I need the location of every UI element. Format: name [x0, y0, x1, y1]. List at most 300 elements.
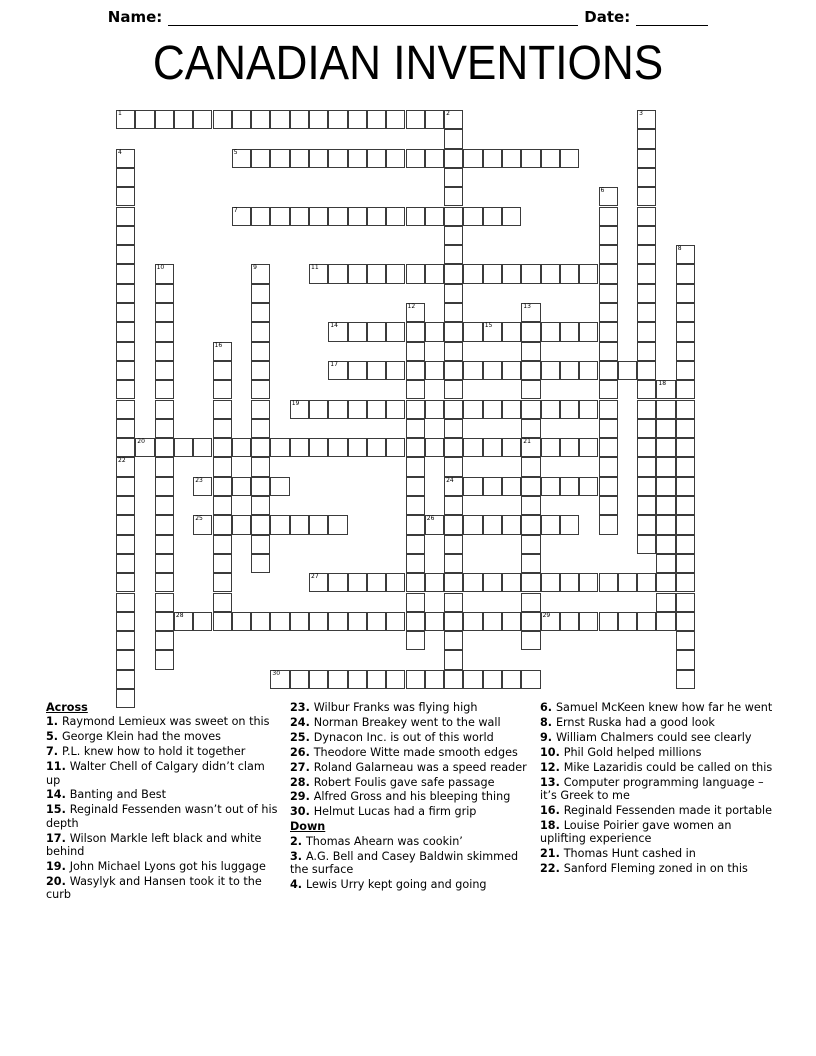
grid-cell[interactable] [444, 361, 463, 380]
grid-cell[interactable] [213, 573, 232, 592]
grid-cell[interactable] [251, 361, 270, 380]
grid-cell[interactable] [116, 593, 135, 612]
grid-cell[interactable] [232, 612, 251, 631]
grid-cell[interactable] [579, 361, 598, 380]
grid-cell[interactable] [116, 303, 135, 322]
grid-cell[interactable] [656, 457, 675, 476]
grid-cell[interactable] [406, 554, 425, 573]
grid-cell[interactable] [599, 342, 618, 361]
grid-cell[interactable] [367, 322, 386, 341]
grid-cell[interactable] [425, 612, 444, 631]
grid-cell[interactable] [251, 380, 270, 399]
grid-cell[interactable] [251, 612, 270, 631]
grid-cell[interactable] [386, 361, 405, 380]
grid-cell[interactable] [116, 554, 135, 573]
grid-cell[interactable] [502, 670, 521, 689]
grid-cell[interactable] [599, 419, 618, 438]
grid-cell[interactable] [348, 573, 367, 592]
grid-cell[interactable] [386, 612, 405, 631]
grid-cell[interactable] [309, 264, 328, 283]
grid-cell[interactable] [599, 187, 618, 206]
grid-cell[interactable] [483, 515, 502, 534]
grid-cell[interactable] [560, 361, 579, 380]
grid-cell[interactable] [637, 400, 656, 419]
grid-cell[interactable] [637, 168, 656, 187]
grid-cell[interactable] [463, 361, 482, 380]
grid-cell[interactable] [637, 515, 656, 534]
grid-cell[interactable] [213, 477, 232, 496]
grid-cell[interactable] [676, 650, 695, 669]
grid-cell[interactable] [116, 361, 135, 380]
grid-cell[interactable] [637, 149, 656, 168]
grid-cell[interactable] [676, 457, 695, 476]
grid-cell[interactable] [637, 129, 656, 148]
grid-cell[interactable] [309, 400, 328, 419]
grid-cell[interactable] [155, 322, 174, 341]
grid-cell[interactable] [155, 419, 174, 438]
grid-cell[interactable] [483, 573, 502, 592]
grid-cell[interactable] [579, 573, 598, 592]
grid-cell[interactable] [155, 457, 174, 476]
grid-cell[interactable] [637, 303, 656, 322]
grid-cell[interactable] [367, 149, 386, 168]
grid-cell[interactable] [444, 264, 463, 283]
grid-cell[interactable] [637, 457, 656, 476]
grid-cell[interactable] [328, 110, 347, 129]
grid-cell[interactable] [444, 477, 463, 496]
grid-cell[interactable] [483, 264, 502, 283]
grid-cell[interactable] [656, 554, 675, 573]
grid-cell[interactable] [599, 400, 618, 419]
grid-cell[interactable] [560, 438, 579, 457]
grid-cell[interactable] [386, 207, 405, 226]
grid-cell[interactable] [656, 380, 675, 399]
grid-cell[interactable] [155, 554, 174, 573]
grid-cell[interactable] [637, 226, 656, 245]
grid-cell[interactable] [637, 264, 656, 283]
grid-cell[interactable] [406, 400, 425, 419]
grid-cell[interactable] [676, 322, 695, 341]
grid-cell[interactable] [425, 670, 444, 689]
grid-cell[interactable] [425, 438, 444, 457]
grid-cell[interactable] [618, 361, 637, 380]
grid-cell[interactable] [116, 670, 135, 689]
grid-cell[interactable] [521, 361, 540, 380]
grid-cell[interactable] [618, 612, 637, 631]
grid-cell[interactable] [135, 110, 154, 129]
grid-cell[interactable] [290, 515, 309, 534]
grid-cell[interactable] [309, 612, 328, 631]
grid-cell[interactable] [541, 264, 560, 283]
grid-cell[interactable] [637, 187, 656, 206]
grid-cell[interactable] [463, 149, 482, 168]
grid-cell[interactable] [656, 438, 675, 457]
grid-cell[interactable] [637, 535, 656, 554]
grid-cell[interactable] [676, 419, 695, 438]
grid-cell[interactable] [251, 419, 270, 438]
grid-cell[interactable] [232, 438, 251, 457]
grid-cell[interactable] [676, 631, 695, 650]
grid-cell[interactable] [502, 573, 521, 592]
grid-cell[interactable] [270, 438, 289, 457]
grid-cell[interactable] [676, 554, 695, 573]
grid-cell[interactable] [560, 612, 579, 631]
grid-cell[interactable] [521, 457, 540, 476]
grid-cell[interactable] [637, 438, 656, 457]
grid-cell[interactable] [579, 264, 598, 283]
grid-cell[interactable] [425, 110, 444, 129]
grid-cell[interactable] [251, 438, 270, 457]
grid-cell[interactable] [406, 535, 425, 554]
grid-cell[interactable] [483, 322, 502, 341]
grid-cell[interactable] [541, 438, 560, 457]
grid-cell[interactable] [599, 226, 618, 245]
grid-cell[interactable] [348, 361, 367, 380]
grid-cell[interactable] [270, 612, 289, 631]
grid-cell[interactable] [155, 496, 174, 515]
grid-cell[interactable] [425, 573, 444, 592]
grid-cell[interactable] [676, 361, 695, 380]
grid-cell[interactable] [348, 612, 367, 631]
grid-cell[interactable] [251, 264, 270, 283]
grid-cell[interactable] [116, 496, 135, 515]
grid-cell[interactable] [656, 612, 675, 631]
grid-cell[interactable] [676, 496, 695, 515]
grid-cell[interactable] [155, 573, 174, 592]
grid-cell[interactable] [386, 110, 405, 129]
grid-cell[interactable] [637, 380, 656, 399]
grid-cell[interactable] [599, 361, 618, 380]
grid-cell[interactable] [541, 612, 560, 631]
grid-cell[interactable] [155, 593, 174, 612]
grid-cell[interactable] [116, 245, 135, 264]
grid-cell[interactable] [116, 168, 135, 187]
grid-cell[interactable] [502, 477, 521, 496]
grid-cell[interactable] [213, 400, 232, 419]
grid-cell[interactable] [483, 477, 502, 496]
grid-cell[interactable] [521, 438, 540, 457]
grid-cell[interactable] [328, 361, 347, 380]
grid-cell[interactable] [406, 477, 425, 496]
grid-cell[interactable] [541, 573, 560, 592]
grid-cell[interactable] [348, 149, 367, 168]
grid-cell[interactable] [155, 650, 174, 669]
grid-cell[interactable] [309, 515, 328, 534]
grid-cell[interactable] [193, 110, 212, 129]
grid-cell[interactable] [367, 110, 386, 129]
grid-cell[interactable] [521, 593, 540, 612]
grid-cell[interactable] [483, 400, 502, 419]
grid-cell[interactable] [444, 168, 463, 187]
grid-cell[interactable] [444, 187, 463, 206]
grid-cell[interactable] [155, 380, 174, 399]
grid-cell[interactable] [406, 149, 425, 168]
grid-cell[interactable] [367, 573, 386, 592]
grid-cell[interactable] [444, 457, 463, 476]
grid-cell[interactable] [444, 631, 463, 650]
grid-cell[interactable] [637, 342, 656, 361]
grid-cell[interactable] [599, 245, 618, 264]
grid-cell[interactable] [637, 496, 656, 515]
grid-cell[interactable] [328, 322, 347, 341]
grid-cell[interactable] [193, 515, 212, 534]
grid-cell[interactable] [676, 303, 695, 322]
grid-cell[interactable] [444, 535, 463, 554]
grid-cell[interactable] [406, 515, 425, 534]
grid-cell[interactable] [463, 477, 482, 496]
grid-cell[interactable] [444, 554, 463, 573]
grid-cell[interactable] [251, 322, 270, 341]
grid-cell[interactable] [367, 400, 386, 419]
grid-cell[interactable] [116, 612, 135, 631]
grid-cell[interactable] [155, 535, 174, 554]
grid-cell[interactable] [444, 670, 463, 689]
grid-cell[interactable] [521, 612, 540, 631]
grid-cell[interactable] [290, 110, 309, 129]
grid-cell[interactable] [676, 380, 695, 399]
grid-cell[interactable] [116, 515, 135, 534]
grid-cell[interactable] [290, 400, 309, 419]
grid-cell[interactable] [270, 670, 289, 689]
grid-cell[interactable] [116, 573, 135, 592]
grid-cell[interactable] [444, 226, 463, 245]
grid-cell[interactable] [116, 342, 135, 361]
grid-cell[interactable] [676, 612, 695, 631]
grid-cell[interactable] [406, 457, 425, 476]
grid-cell[interactable] [444, 245, 463, 264]
grid-cell[interactable] [116, 226, 135, 245]
grid-cell[interactable] [599, 438, 618, 457]
grid-cell[interactable] [463, 612, 482, 631]
grid-cell[interactable] [483, 361, 502, 380]
grid-cell[interactable] [463, 515, 482, 534]
grid-cell[interactable] [676, 284, 695, 303]
grid-cell[interactable] [444, 110, 463, 129]
grid-cell[interactable] [444, 573, 463, 592]
grid-cell[interactable] [155, 631, 174, 650]
grid-cell[interactable] [560, 322, 579, 341]
grid-cell[interactable] [232, 207, 251, 226]
grid-cell[interactable] [502, 207, 521, 226]
grid-cell[interactable] [155, 284, 174, 303]
grid-cell[interactable] [406, 419, 425, 438]
grid-cell[interactable] [213, 419, 232, 438]
grid-cell[interactable] [502, 400, 521, 419]
grid-cell[interactable] [290, 438, 309, 457]
grid-cell[interactable] [386, 322, 405, 341]
grid-cell[interactable] [290, 612, 309, 631]
grid-cell[interactable] [444, 650, 463, 669]
grid-cell[interactable] [656, 477, 675, 496]
grid-cell[interactable] [367, 207, 386, 226]
grid-cell[interactable] [676, 477, 695, 496]
grid-cell[interactable] [367, 670, 386, 689]
grid-cell[interactable] [406, 612, 425, 631]
grid-cell[interactable] [579, 322, 598, 341]
grid-cell[interactable] [444, 303, 463, 322]
grid-cell[interactable] [637, 245, 656, 264]
grid-cell[interactable] [155, 400, 174, 419]
grid-cell[interactable] [444, 438, 463, 457]
grid-cell[interactable] [444, 149, 463, 168]
grid-cell[interactable] [521, 419, 540, 438]
grid-cell[interactable] [270, 207, 289, 226]
grid-cell[interactable] [155, 264, 174, 283]
grid-cell[interactable] [425, 400, 444, 419]
grid-cell[interactable] [348, 322, 367, 341]
grid-cell[interactable] [521, 149, 540, 168]
grid-cell[interactable] [463, 573, 482, 592]
grid-cell[interactable] [502, 322, 521, 341]
grid-cell[interactable] [309, 110, 328, 129]
grid-cell[interactable] [521, 535, 540, 554]
grid-cell[interactable] [656, 419, 675, 438]
grid-cell[interactable] [560, 400, 579, 419]
grid-cell[interactable] [521, 477, 540, 496]
grid-cell[interactable] [193, 438, 212, 457]
grid-cell[interactable] [406, 631, 425, 650]
grid-cell[interactable] [599, 457, 618, 476]
grid-cell[interactable] [116, 457, 135, 476]
grid-cell[interactable] [425, 149, 444, 168]
grid-cell[interactable] [251, 515, 270, 534]
grid-cell[interactable] [676, 400, 695, 419]
grid-cell[interactable] [463, 400, 482, 419]
grid-cell[interactable] [116, 207, 135, 226]
grid-cell[interactable] [521, 670, 540, 689]
grid-cell[interactable] [579, 438, 598, 457]
grid-cell[interactable] [251, 477, 270, 496]
grid-cell[interactable] [637, 110, 656, 129]
grid-cell[interactable] [599, 303, 618, 322]
grid-cell[interactable] [656, 593, 675, 612]
grid-cell[interactable] [213, 457, 232, 476]
grid-cell[interactable] [406, 438, 425, 457]
grid-cell[interactable] [116, 438, 135, 457]
grid-cell[interactable] [328, 207, 347, 226]
grid-cell[interactable] [309, 670, 328, 689]
grid-cell[interactable] [406, 496, 425, 515]
grid-cell[interactable] [502, 149, 521, 168]
grid-cell[interactable] [116, 187, 135, 206]
grid-cell[interactable] [328, 438, 347, 457]
grid-cell[interactable] [251, 496, 270, 515]
grid-cell[interactable] [193, 612, 212, 631]
grid-cell[interactable] [637, 361, 656, 380]
grid-cell[interactable] [444, 400, 463, 419]
grid-cell[interactable] [579, 400, 598, 419]
grid-cell[interactable] [637, 207, 656, 226]
grid-cell[interactable] [406, 380, 425, 399]
grid-cell[interactable] [444, 129, 463, 148]
grid-cell[interactable] [483, 438, 502, 457]
grid-cell[interactable] [676, 342, 695, 361]
grid-cell[interactable] [116, 380, 135, 399]
grid-cell[interactable] [444, 496, 463, 515]
grid-cell[interactable] [444, 515, 463, 534]
grid-cell[interactable] [116, 477, 135, 496]
grid-cell[interactable] [502, 264, 521, 283]
grid-cell[interactable] [599, 380, 618, 399]
grid-cell[interactable] [328, 400, 347, 419]
grid-cell[interactable] [599, 573, 618, 592]
grid-cell[interactable] [213, 110, 232, 129]
grid-cell[interactable] [116, 631, 135, 650]
grid-cell[interactable] [521, 322, 540, 341]
grid-cell[interactable] [116, 322, 135, 341]
grid-cell[interactable] [406, 207, 425, 226]
grid-cell[interactable] [213, 535, 232, 554]
grid-cell[interactable] [656, 573, 675, 592]
grid-cell[interactable] [406, 264, 425, 283]
grid-cell[interactable] [155, 303, 174, 322]
grid-cell[interactable] [213, 361, 232, 380]
grid-cell[interactable] [599, 496, 618, 515]
grid-cell[interactable] [444, 419, 463, 438]
grid-cell[interactable] [444, 380, 463, 399]
grid-cell[interactable] [425, 322, 444, 341]
grid-cell[interactable] [483, 207, 502, 226]
grid-cell[interactable] [541, 515, 560, 534]
grid-cell[interactable] [251, 207, 270, 226]
grid-cell[interactable] [270, 477, 289, 496]
grid-cell[interactable] [541, 477, 560, 496]
grid-cell[interactable] [174, 438, 193, 457]
grid-cell[interactable] [116, 419, 135, 438]
grid-cell[interactable] [213, 515, 232, 534]
grid-cell[interactable] [213, 342, 232, 361]
grid-cell[interactable] [676, 515, 695, 534]
grid-cell[interactable] [155, 110, 174, 129]
grid-cell[interactable] [425, 207, 444, 226]
grid-cell[interactable] [213, 380, 232, 399]
grid-cell[interactable] [637, 322, 656, 341]
grid-cell[interactable] [309, 207, 328, 226]
grid-cell[interactable] [232, 515, 251, 534]
grid-cell[interactable] [155, 342, 174, 361]
grid-cell[interactable] [521, 515, 540, 534]
grid-cell[interactable] [116, 264, 135, 283]
grid-cell[interactable] [328, 149, 347, 168]
grid-cell[interactable] [560, 149, 579, 168]
grid-cell[interactable] [251, 535, 270, 554]
grid-cell[interactable] [676, 264, 695, 283]
grid-cell[interactable] [232, 149, 251, 168]
grid-cell[interactable] [251, 149, 270, 168]
grid-cell[interactable] [386, 400, 405, 419]
grid-cell[interactable] [579, 612, 598, 631]
grid-cell[interactable] [637, 419, 656, 438]
grid-cell[interactable] [444, 207, 463, 226]
grid-cell[interactable] [251, 303, 270, 322]
grid-cell[interactable] [406, 303, 425, 322]
grid-cell[interactable] [676, 438, 695, 457]
grid-cell[interactable] [637, 477, 656, 496]
grid-cell[interactable] [656, 400, 675, 419]
grid-cell[interactable] [116, 149, 135, 168]
grid-cell[interactable] [463, 670, 482, 689]
grid-cell[interactable] [521, 631, 540, 650]
grid-cell[interactable] [463, 438, 482, 457]
grid-cell[interactable] [483, 612, 502, 631]
grid-cell[interactable] [541, 361, 560, 380]
grid-cell[interactable] [521, 342, 540, 361]
grid-cell[interactable] [521, 400, 540, 419]
grid-cell[interactable] [425, 361, 444, 380]
grid-cell[interactable] [406, 342, 425, 361]
grid-cell[interactable] [155, 438, 174, 457]
grid-cell[interactable] [656, 515, 675, 534]
